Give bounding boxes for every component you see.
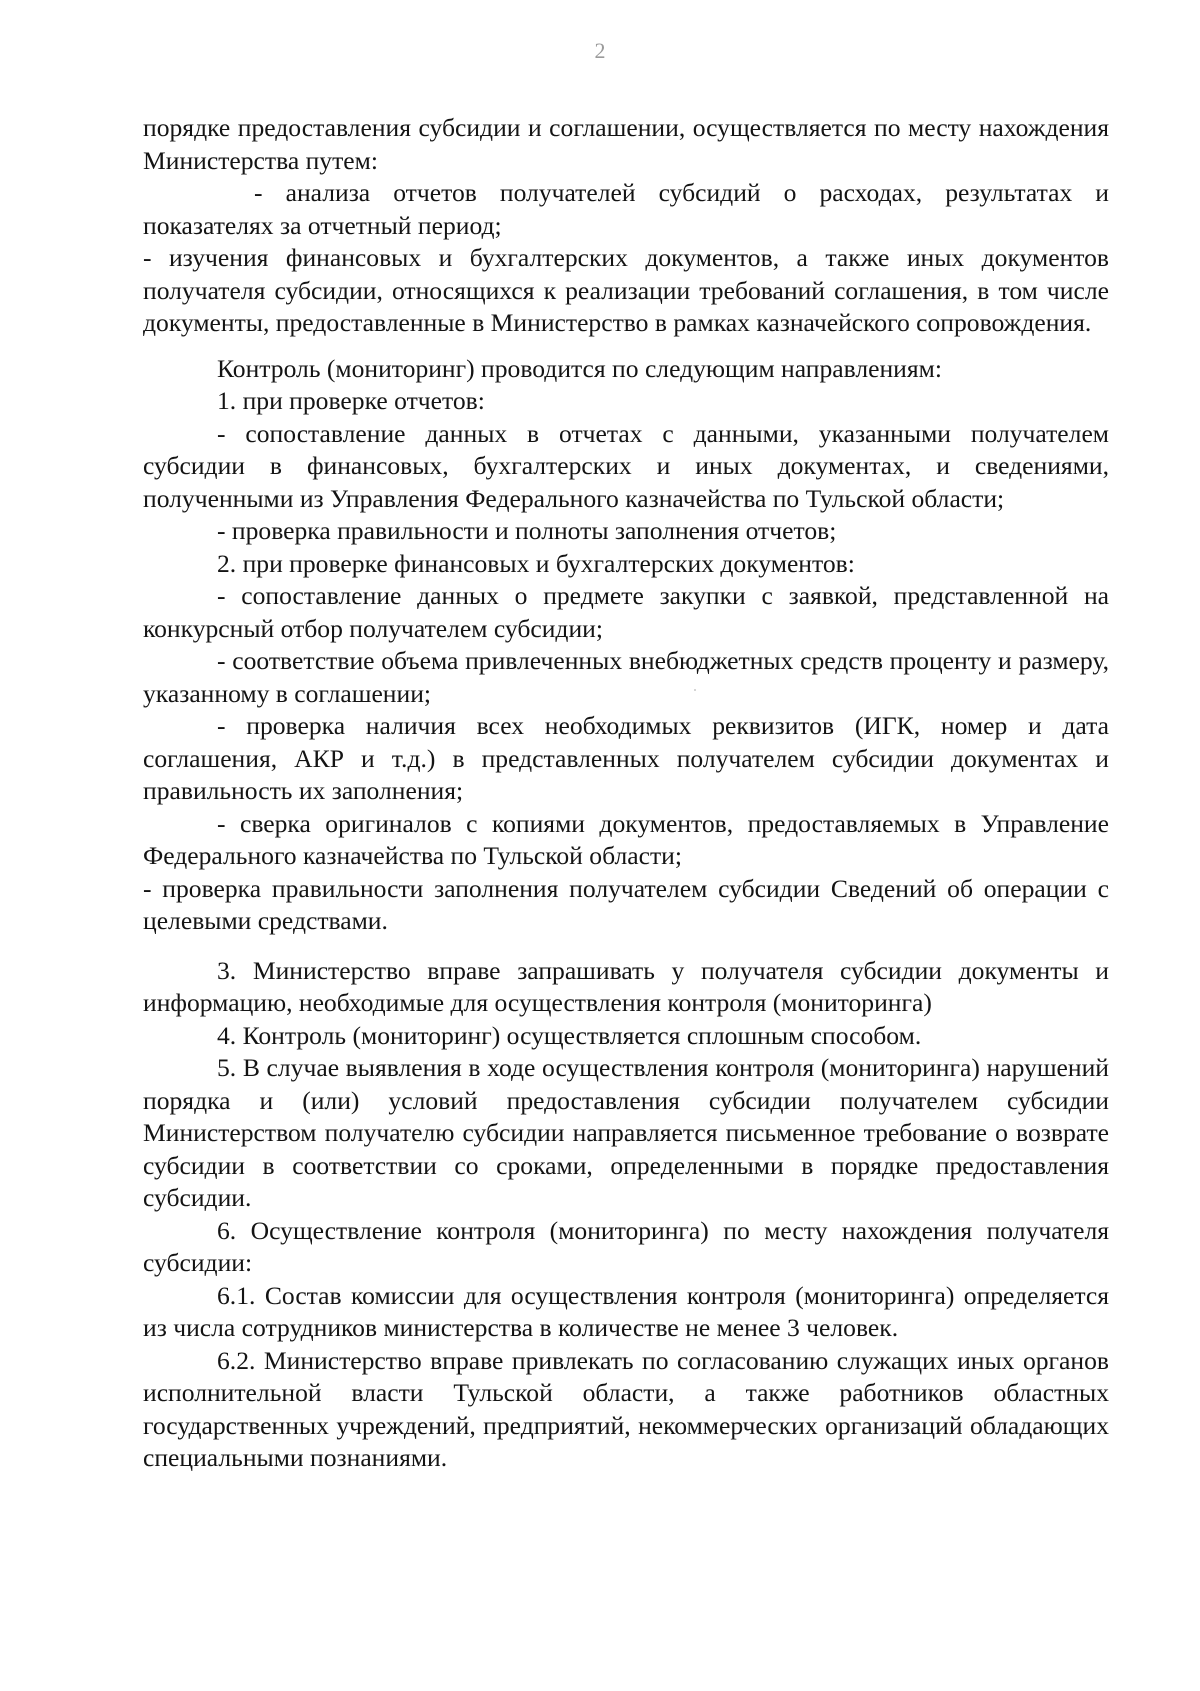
paragraph: 6.2. Министерство вправе привлекать по согласованию служащих иных органов исполнительной власти Тульской области, а также работников областных государственных учреждений, предприятий, некоммерческих организаций обладающих специальными познаниями. — [143, 1345, 1109, 1472]
document-body — [143, 112, 1109, 1475]
paragraph: - соответствие объема привлеченных внебюджетных средств проценту и размеру, указанному в соглашении; — [143, 646, 1109, 708]
paragraph: 6. Осуществление контроля (мониторинга) по месту нахождения получателя субсидии: — [143, 1215, 1109, 1277]
paragraph: 3. Министерство вправе запрашивать у получателя субсидии документы и информацию, необходимые для осуществления контроля (мониторинга) — [143, 955, 1109, 1017]
paragraph: порядке предоставления субсидии и соглашении, осуществляется по месту нахождения Министерства путем: — [143, 113, 1109, 175]
paragraph: - проверка правильности заполнения получателем субсидии Сведений об операции с целевыми средствами. — [143, 873, 1109, 935]
paragraph: - анализа отчетов получателей субсидий о расходах, результатах и показателях за отчетный период; — [143, 178, 1109, 240]
paragraph: 5. В случае выявления в ходе осуществления контроля (мониторинга) нарушений порядка и (или) условий предоставления субсидии получателем субсидии Министерством получателю субсидии направляется письменное требование о возврате субсидии в соответствии со сроками, определенными в порядке предоставления субсидии. — [143, 1053, 1109, 1212]
paragraph: 2. при проверке финансовых и бухгалтерских документов: — [217, 548, 855, 578]
paragraph: - сопоставление данных в отчетах с данными, указанными получателем субсидии в финансовых, бухгалтерских и иных документах, и сведениями, полученными из Управления Федерального казначейства по Тульской области; — [143, 418, 1109, 513]
paragraph: - сопоставление данных о предмете закупки с заявкой, представленной на конкурсный отбор получателем субсидии; — [143, 581, 1109, 643]
paragraph: 6.1. Состав комиссии для осуществления контроля (мониторинга) определяется из числа сотрудников министерства в количестве не менее 3 человек. — [143, 1280, 1109, 1342]
paragraph: Контроль (мониторинг) проводится по следующим направлениям: — [217, 353, 942, 383]
paragraph: 1. при проверке отчетов: — [217, 386, 485, 415]
paragraph: - проверка наличия всех необходимых реквизитов (ИГК, номер и дата соглашения, АКР и т.д.) в представленных получателем субсидии документах и правильность их заполнения; — [143, 711, 1109, 805]
paragraph: 4. Контроль (мониторинг) осуществляется сплошным способом. — [217, 1020, 922, 1050]
paragraph: - сверка оригиналов с копиями документов, предоставляемых в Управление Федерального казначейства по Тульской области; — [143, 808, 1109, 870]
scan-speck — [694, 689, 696, 691]
paragraph: - проверка правильности и полноты заполнения отчетов; — [217, 516, 837, 545]
paragraph: - изучения финансовых и бухгалтерских документов, а также иных документов получателя субсидии, относящихся к реализации требований соглашения, в том числе документы, предоставленные в Министерство в рамках казначейского сопровождения. — [143, 243, 1109, 337]
page-number: 2 — [594, 38, 606, 63]
